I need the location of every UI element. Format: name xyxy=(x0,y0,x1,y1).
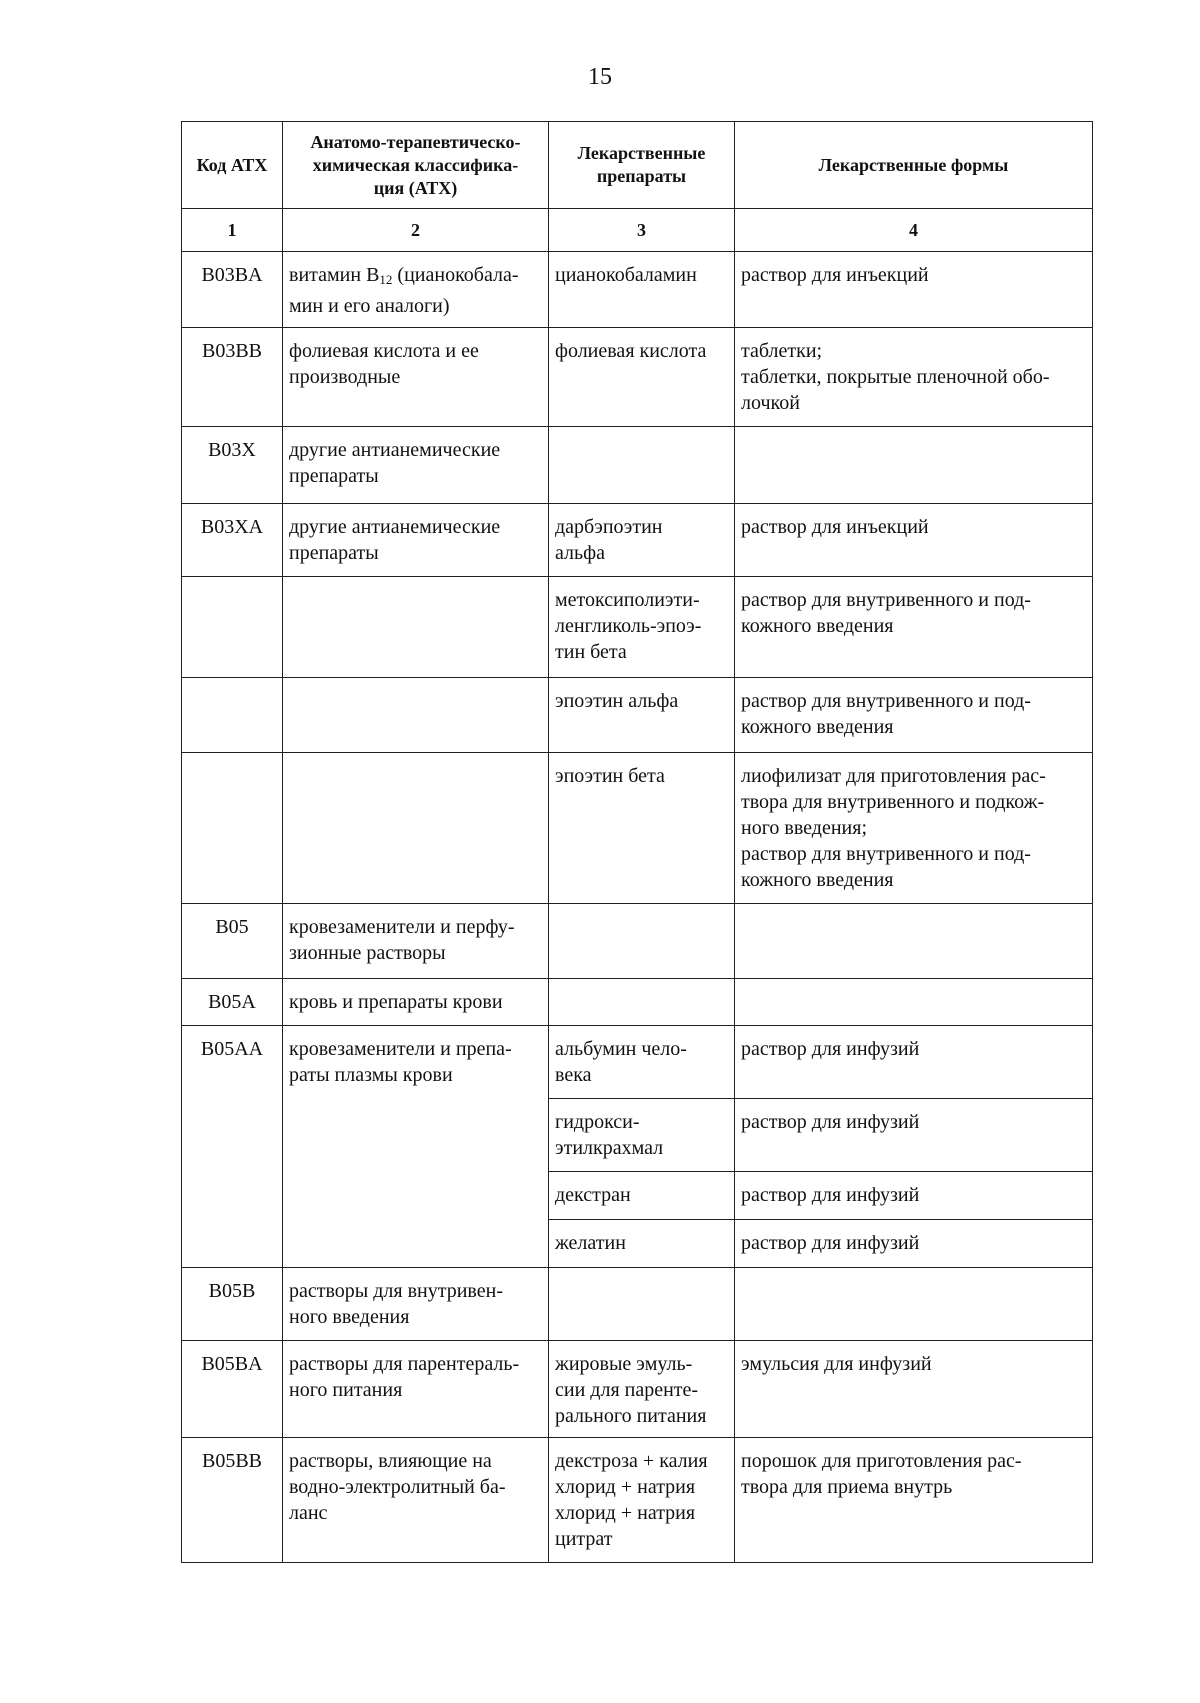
header-atx-classification: Анатомо-терапевтическо- химическая классифика- ция (АТХ) xyxy=(283,122,549,209)
classification-cell: растворы, влияющие на водно-электролитный ба- ланс xyxy=(283,1438,549,1563)
classification-cell: кровь и препараты крови xyxy=(283,979,549,1026)
atx-code-cell: B05B xyxy=(182,1268,283,1341)
dosage-form-cell: раствор для инъекций xyxy=(735,252,1093,328)
table-row xyxy=(182,1341,1093,1438)
dosage-form-cell: раствор для инъекций xyxy=(735,504,1093,577)
classification-text: (цианокобала- мин и его аналоги) xyxy=(289,264,519,317)
dosage-form-cell: таблетки; таблетки, покрытые пленочной обо- лочкой xyxy=(735,328,1093,427)
table-row xyxy=(182,252,1093,328)
table-row xyxy=(182,328,1093,427)
classification-cell: кровезаменители и препа- раты плазмы крови xyxy=(283,1026,549,1268)
column-number: 3 xyxy=(549,209,735,252)
table-row xyxy=(182,577,1093,678)
classification-cell xyxy=(283,252,549,328)
drug-cell: декстран xyxy=(549,1172,735,1220)
dosage-form-cell xyxy=(735,904,1093,979)
dosage-form-cell xyxy=(735,1268,1093,1341)
table-row xyxy=(182,753,1093,904)
atx-code-cell: B03X xyxy=(182,427,283,504)
classification-text: витамин B xyxy=(289,264,380,286)
header-drugs: Лекарственные препараты xyxy=(549,122,735,209)
atx-code-cell xyxy=(182,678,283,753)
atx-code-cell: B03XA xyxy=(182,504,283,577)
table-row xyxy=(182,904,1093,979)
classification-cell: растворы для внутривен- ного введения xyxy=(283,1268,549,1341)
drug-cell xyxy=(549,904,735,979)
page-number: 15 xyxy=(588,64,612,90)
dosage-form-cell: раствор для инфузий xyxy=(735,1099,1093,1172)
atx-code-cell: B05A xyxy=(182,979,283,1026)
classification-cell: кровезаменители и перфу- зионные растворы xyxy=(283,904,549,979)
drug-cell xyxy=(549,1268,735,1341)
drug-cell: дарбэпоэтин альфа xyxy=(549,504,735,577)
dosage-form-cell: раствор для инфузий xyxy=(735,1172,1093,1220)
table-row xyxy=(182,1268,1093,1341)
drug-cell: гидрокси- этилкрахмал xyxy=(549,1099,735,1172)
drug-cell: цианокобаламин xyxy=(549,252,735,328)
table-row xyxy=(182,979,1093,1026)
drug-cell xyxy=(549,979,735,1026)
column-number: 1 xyxy=(182,209,283,252)
atx-code-cell xyxy=(182,753,283,904)
subscript-text: 12 xyxy=(379,272,393,287)
drug-cell: эпоэтин альфа xyxy=(549,678,735,753)
dosage-form-cell: порошок для приготовления рас- твора для приема внутрь xyxy=(735,1438,1093,1563)
dosage-form-cell: раствор для инфузий xyxy=(735,1026,1093,1099)
classification-cell: растворы для парентераль- ного питания xyxy=(283,1341,549,1438)
atx-table xyxy=(181,121,1093,1563)
drug-cell: жировые эмуль- сии для паренте- рального питания xyxy=(549,1341,735,1438)
classification-cell xyxy=(283,577,549,678)
dosage-form-cell xyxy=(735,979,1093,1026)
table-row xyxy=(182,678,1093,753)
classification-cell: фолиевая кислота и ее производные xyxy=(283,328,549,427)
atx-code-cell: B03BA xyxy=(182,252,283,328)
atx-code-cell: B05 xyxy=(182,904,283,979)
table-row xyxy=(182,1026,1093,1099)
drug-cell: фолиевая кислота xyxy=(549,328,735,427)
header-dosage-forms: Лекарственные формы xyxy=(735,122,1093,209)
drug-cell: декстроза + калия хлорид + натрия хлорид + натрия цитрат xyxy=(549,1438,735,1563)
drug-cell: метоксиполиэти- ленгликоль-эпоэ- тин бета xyxy=(549,577,735,678)
dosage-form-cell: лиофилизат для приготовления рас- твора для внутривенного и подкож- ного введения; раствор для внутривенного и под- кожного введения xyxy=(735,753,1093,904)
atx-code-cell: B05BB xyxy=(182,1438,283,1563)
header-row xyxy=(182,122,1093,209)
classification-cell: другие антианемические препараты xyxy=(283,504,549,577)
atx-code-cell: B05BA xyxy=(182,1341,283,1438)
column-number: 4 xyxy=(735,209,1093,252)
column-number: 2 xyxy=(283,209,549,252)
dosage-form-cell: раствор для внутривенного и под- кожного введения xyxy=(735,577,1093,678)
atx-code-cell xyxy=(182,577,283,678)
dosage-form-cell: раствор для инфузий xyxy=(735,1220,1093,1268)
classification-cell xyxy=(283,753,549,904)
dosage-form-cell: раствор для внутривенного и под- кожного введения xyxy=(735,678,1093,753)
classification-cell: другие антианемические препараты xyxy=(283,427,549,504)
drug-cell: альбумин чело- века xyxy=(549,1026,735,1099)
header-atx-code: Код АТХ xyxy=(182,122,283,209)
atx-code-cell: B03BB xyxy=(182,328,283,427)
drug-cell: эпоэтин бета xyxy=(549,753,735,904)
dosage-form-cell: эмульсия для инфузий xyxy=(735,1341,1093,1438)
table-row xyxy=(182,504,1093,577)
dosage-form-cell xyxy=(735,427,1093,504)
classification-cell xyxy=(283,678,549,753)
column-number-row xyxy=(182,209,1093,252)
table-row xyxy=(182,1438,1093,1563)
table-row xyxy=(182,427,1093,504)
atx-code-cell: B05AA xyxy=(182,1026,283,1268)
drug-cell: желатин xyxy=(549,1220,735,1268)
drug-cell xyxy=(549,427,735,504)
